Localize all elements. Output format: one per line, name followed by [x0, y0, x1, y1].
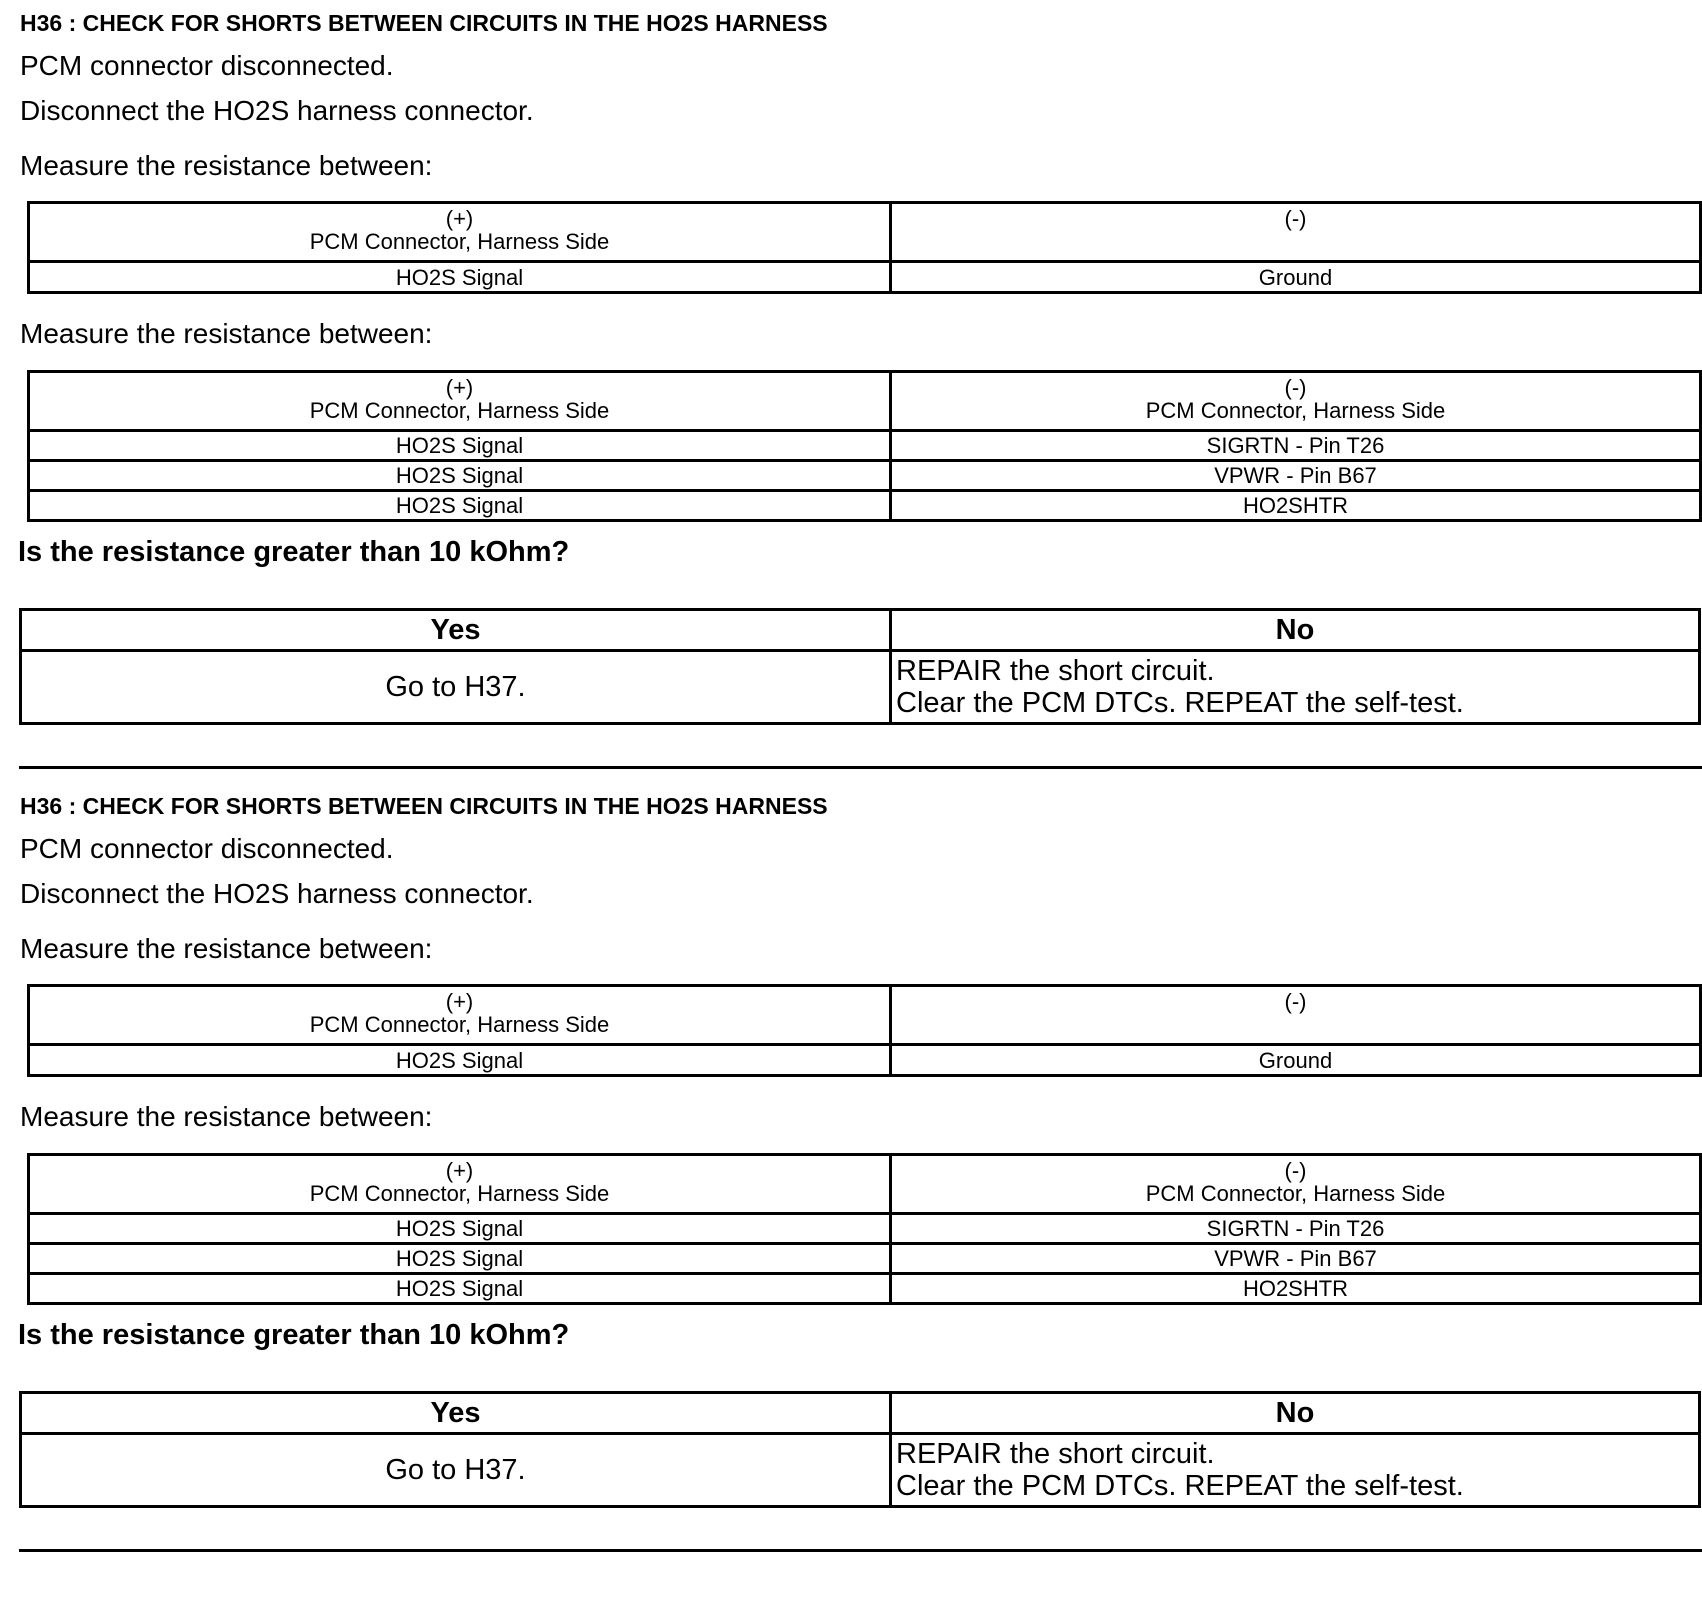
minus-cell: HO2SHTR	[891, 1274, 1701, 1304]
plus-header-cell	[29, 203, 891, 262]
no-action	[891, 1434, 1700, 1507]
measurement-table-circuits	[27, 1153, 1702, 1305]
no-header: No	[891, 1393, 1700, 1434]
plus-cell: HO2S Signal	[29, 491, 891, 521]
minus-symbol: (-)	[1284, 206, 1307, 231]
minus-header-cell	[891, 1155, 1701, 1214]
minus-cell: Ground	[891, 262, 1701, 293]
step-title: H36 : CHECK FOR SHORTS BETWEEN CIRCUITS IN THE HO2S HARNESS	[20, 10, 828, 36]
yes-action: Go to H37.	[21, 651, 891, 724]
minus-cell: Ground	[891, 1045, 1701, 1076]
decision-table	[19, 608, 1701, 725]
no-action-line: REPAIR the short circuit.	[896, 655, 1215, 687]
measure-label: Measure the resistance between:	[20, 150, 433, 181]
measure-label: Measure the resistance between:	[20, 933, 433, 964]
plus-header-cell	[29, 372, 891, 431]
table-row	[29, 491, 1701, 521]
plus-cell: HO2S Signal	[29, 1274, 891, 1304]
decision-table	[19, 1391, 1701, 1508]
table-row	[29, 1244, 1701, 1274]
condition-text: PCM connector disconnected.	[20, 50, 394, 81]
section-divider	[19, 766, 1702, 769]
decision-question: Is the resistance greater than 10 kOhm?	[18, 536, 570, 568]
minus-cell: VPWR - Pin B67	[891, 461, 1701, 491]
minus-symbol: (-)	[1284, 1158, 1307, 1183]
measurement-table-ground	[27, 201, 1702, 294]
measurement-table-ground	[27, 984, 1702, 1077]
minus-cell: SIGRTN - Pin T26	[891, 431, 1701, 461]
plus-header: PCM Connector, Harness Side	[309, 229, 610, 254]
no-action-line: REPAIR the short circuit.	[896, 1438, 1215, 1470]
no-header: No	[891, 610, 1700, 651]
no-action	[891, 651, 1700, 724]
table-row	[29, 1045, 1701, 1076]
minus-symbol: (-)	[1284, 375, 1307, 400]
table-row	[29, 262, 1701, 293]
plus-cell: HO2S Signal	[29, 431, 891, 461]
yes-action: Go to H37.	[21, 1434, 891, 1507]
yes-header: Yes	[21, 1393, 891, 1434]
plus-header: PCM Connector, Harness Side	[309, 398, 610, 423]
instruction-text: Disconnect the HO2S harness connector.	[20, 878, 534, 909]
minus-header: PCM Connector, Harness Side	[1145, 1181, 1446, 1206]
test-step-1	[0, 0, 1702, 780]
plus-cell: HO2S Signal	[29, 461, 891, 491]
instruction-text: Disconnect the HO2S harness connector.	[20, 95, 534, 126]
plus-symbol: (+)	[445, 206, 474, 231]
table-row	[29, 461, 1701, 491]
condition-text: PCM connector disconnected.	[20, 833, 394, 864]
no-action-line: Clear the PCM DTCs. REPEAT the self-test.	[896, 687, 1464, 719]
test-step-2	[0, 783, 1702, 1563]
table-row	[29, 431, 1701, 461]
yes-header: Yes	[21, 610, 891, 651]
plus-header: PCM Connector, Harness Side	[309, 1181, 610, 1206]
plus-cell: HO2S Signal	[29, 1244, 891, 1274]
minus-header-cell	[891, 372, 1701, 431]
minus-header-cell	[891, 203, 1701, 262]
table-row	[29, 1214, 1701, 1244]
plus-cell: HO2S Signal	[29, 1045, 891, 1076]
minus-header-cell	[891, 986, 1701, 1045]
minus-header: PCM Connector, Harness Side	[1145, 398, 1446, 423]
minus-cell: VPWR - Pin B67	[891, 1244, 1701, 1274]
plus-header-cell	[29, 1155, 891, 1214]
plus-symbol: (+)	[445, 375, 474, 400]
plus-symbol: (+)	[445, 989, 474, 1014]
no-action-line: Clear the PCM DTCs. REPEAT the self-test.	[896, 1470, 1464, 1502]
plus-cell: HO2S Signal	[29, 1214, 891, 1244]
section-divider	[19, 1549, 1702, 1552]
minus-cell: SIGRTN - Pin T26	[891, 1214, 1701, 1244]
measurement-table-circuits	[27, 370, 1702, 522]
step-title: H36 : CHECK FOR SHORTS BETWEEN CIRCUITS IN THE HO2S HARNESS	[20, 793, 828, 819]
minus-symbol: (-)	[1284, 989, 1307, 1014]
decision-question: Is the resistance greater than 10 kOhm?	[18, 1319, 570, 1351]
plus-cell: HO2S Signal	[29, 262, 891, 293]
measure-label: Measure the resistance between:	[20, 1101, 433, 1132]
plus-symbol: (+)	[445, 1158, 474, 1183]
measure-label: Measure the resistance between:	[20, 318, 433, 349]
table-row	[29, 1274, 1701, 1304]
plus-header: PCM Connector, Harness Side	[309, 1012, 610, 1037]
minus-cell: HO2SHTR	[891, 491, 1701, 521]
plus-header-cell	[29, 986, 891, 1045]
